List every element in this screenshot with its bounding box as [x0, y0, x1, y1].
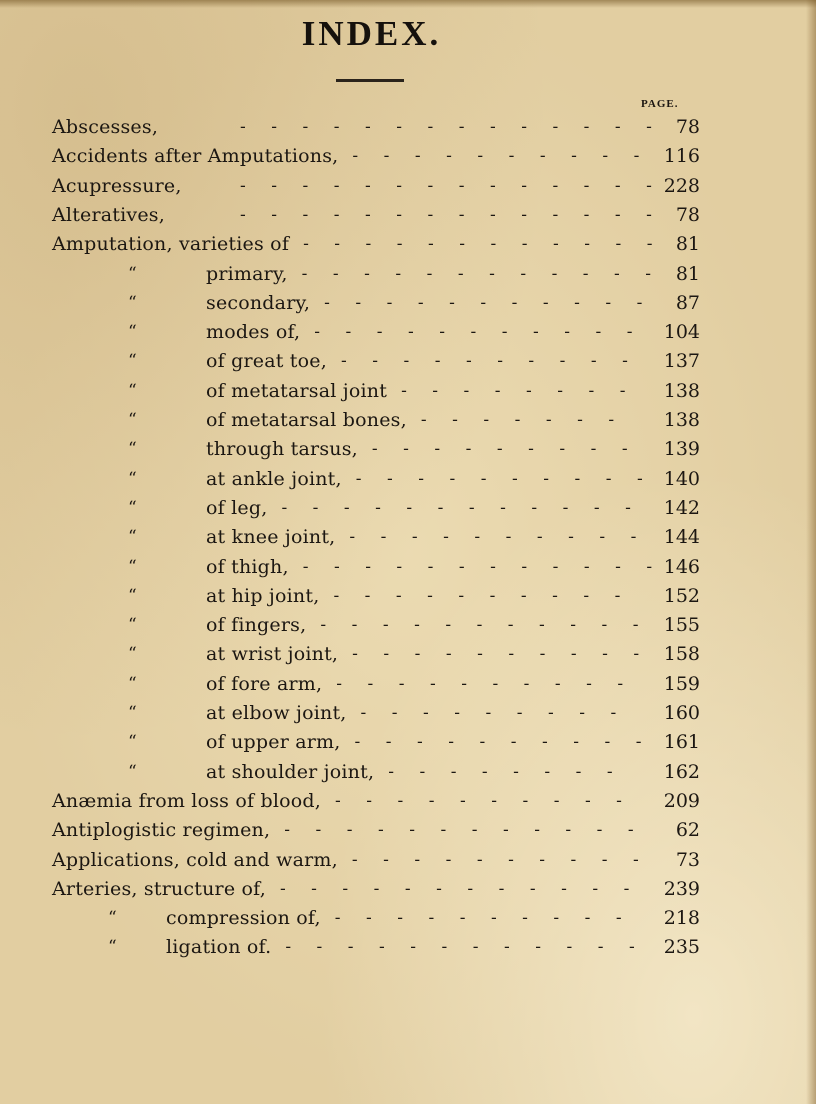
entry-page-number: 142 [663, 496, 700, 519]
index-entry [0, 640, 816, 669]
index-entry [0, 728, 816, 757]
entry-label: through tarsus, [206, 438, 358, 461]
dash-leader: - - - - - - - - - [371, 439, 628, 460]
dash-leader: - - - - - - - [420, 410, 615, 430]
entry-page-number: 139 [663, 438, 700, 461]
entry-page-number: 140 [663, 467, 700, 490]
entry-page-number: 159 [663, 672, 700, 695]
dash-leader: - - - - - - - - - - [333, 585, 621, 606]
index-entry [0, 611, 816, 640]
ditto-mark: “ [128, 351, 137, 372]
index-entry [0, 816, 816, 845]
index-entry [0, 670, 816, 699]
entry-label: ligation of. [166, 936, 272, 959]
entry-label: at knee joint, [206, 526, 336, 549]
entry-page-number: 137 [663, 350, 700, 373]
index-entry [0, 758, 816, 787]
dash-leader: - - - - - - - - - - [354, 732, 642, 753]
entry-page-number: 162 [663, 760, 700, 783]
dash-leader: - - - - - - - - - - - - [284, 820, 634, 841]
entry-page-number: 73 [675, 848, 700, 871]
entry-label: of great toe, [206, 350, 327, 373]
dash-leader: - - - - - - - - - - [355, 468, 643, 489]
entry-page-number: 228 [663, 174, 700, 197]
entry-page-number: 209 [663, 789, 700, 812]
index-entry [0, 260, 816, 289]
index-entry [0, 347, 816, 376]
ditto-mark: “ [128, 497, 137, 518]
entry-label: of upper arm, [206, 731, 341, 754]
entry-label: Abscesses, [52, 116, 159, 138]
index-entry [0, 523, 816, 552]
entry-label: Accidents after Amputations, [52, 145, 339, 168]
dash-leader: - - - - - - - - - - [352, 644, 640, 665]
index-entry [0, 494, 816, 523]
index-entry [0, 875, 816, 904]
ditto-mark: “ [128, 263, 137, 284]
entry-page-number: 81 [675, 233, 700, 256]
index-entry [0, 787, 816, 816]
dash-leader: - - - - - - - - - - - - [279, 878, 630, 899]
title-rule [336, 79, 404, 82]
index-entry [0, 377, 816, 406]
index-entry [0, 699, 816, 728]
entry-page-number: 87 [675, 291, 700, 314]
entry-label: modes of, [206, 321, 301, 344]
entry-label: Arteries, structure of, [52, 877, 266, 900]
entry-label: Applications, cold and warm, [52, 848, 338, 871]
entry-label: at ankle joint, [206, 467, 342, 490]
index-entry [0, 435, 816, 464]
dash-leader: - - - - - - - - - - [349, 527, 637, 548]
entry-page-number: 146 [663, 555, 700, 578]
entry-label: of leg, [206, 496, 268, 519]
index-entry [0, 904, 816, 933]
index-entry [0, 142, 816, 171]
entry-page-number: 138 [663, 409, 700, 431]
dash-leader: - - - - - - - - - - - - [303, 234, 653, 255]
dash-leader: - - - - - - - - - - - - [281, 497, 631, 518]
dash-leader: - - - - - - - - - - - - [302, 556, 653, 577]
ditto-mark: “ [108, 937, 117, 958]
index-entry [0, 172, 816, 201]
dash-leader: - - - - - - - - - - [352, 146, 640, 167]
entry-page-number: 104 [663, 321, 700, 344]
entry-label: Anæmia from loss of blood, [52, 789, 321, 812]
ditto-mark: “ [108, 908, 117, 929]
entry-label: primary, [206, 262, 288, 285]
page-title: INDEX. [301, 14, 442, 53]
index-entry [0, 289, 816, 318]
entry-page-number: 144 [663, 526, 700, 549]
entry-label: secondary, [206, 291, 311, 314]
entry-page-number: 138 [663, 379, 700, 402]
entry-page-number: 81 [675, 262, 700, 285]
entry-label: of fore arm, [206, 672, 323, 695]
entry-page-number: 160 [663, 702, 700, 724]
index-entry [0, 933, 816, 962]
entry-label: Acupressure, [52, 174, 182, 197]
entry-page-number: 78 [675, 203, 700, 226]
index-entry [0, 406, 816, 435]
entry-page-number: 62 [675, 819, 700, 842]
entry-label: Amputation, varieties of [52, 233, 290, 256]
entry-label: of fingers, [206, 614, 307, 637]
dash-leader: - - - - - - - - [401, 380, 626, 401]
entry-page-number: 239 [663, 877, 700, 900]
dash-leader: - - - - - - - - - - - - - - [240, 175, 652, 196]
ditto-mark: “ [128, 615, 137, 636]
entry-page-number: 158 [663, 643, 700, 666]
dash-leader: - - - - - - - - - - - - [285, 937, 635, 958]
ditto-mark: “ [128, 292, 137, 313]
index-entry [0, 582, 816, 611]
dash-leader: - - - - - - - - - - - [314, 322, 633, 343]
index-entry [0, 553, 816, 582]
entry-page-number: 155 [663, 614, 700, 637]
ditto-mark: “ [128, 703, 137, 723]
entry-page-number: 235 [663, 936, 700, 959]
ditto-mark: “ [128, 732, 137, 753]
ditto-mark: “ [128, 410, 137, 430]
entry-page-number: 218 [663, 907, 700, 930]
page-column-header: PAGE. [641, 98, 679, 110]
entry-page-number: 161 [663, 731, 700, 754]
dash-leader: - - - - - - - - - - [334, 790, 622, 811]
entry-label: Alteratives, [52, 203, 165, 226]
dash-leader: - - - - - - - - - - - [320, 615, 639, 636]
dash-leader: - - - - - - - - - - [340, 351, 628, 372]
ditto-mark: “ [128, 322, 137, 343]
ditto-mark: “ [128, 468, 137, 489]
dash-leader: - - - - - - - - - - - - - - [240, 204, 652, 225]
index-entry [0, 465, 816, 494]
index-entry [0, 230, 816, 259]
entry-label: at hip joint, [206, 584, 320, 607]
index-entry [0, 201, 816, 230]
ditto-mark: “ [128, 439, 137, 460]
entry-label: compression of, [166, 907, 321, 930]
entry-label: of thigh, [206, 555, 289, 578]
dash-leader: - - - - - - - - - - - - - - [240, 117, 652, 137]
dash-leader: - - - - - - - - - [360, 703, 617, 723]
entry-page-number: 152 [663, 584, 700, 607]
entry-label: Antiplogistic regimen, [52, 819, 271, 842]
ditto-mark: “ [128, 556, 137, 577]
ditto-mark: “ [128, 585, 137, 606]
entry-label: at wrist joint, [206, 643, 339, 666]
ditto-mark: “ [128, 673, 137, 694]
entry-label: at shoulder joint, [206, 760, 375, 783]
dash-leader: - - - - - - - - - - [334, 908, 622, 929]
dash-leader: - - - - - - - - [388, 761, 613, 782]
dash-leader: - - - - - - - - - - - [324, 292, 643, 313]
dash-leader: - - - - - - - - - - [351, 849, 639, 870]
dash-leader: - - - - - - - - - - [336, 673, 624, 694]
entry-label: of metatarsal bones, [206, 409, 407, 431]
index-entry [0, 113, 816, 142]
index-entry [0, 846, 816, 875]
entry-page-number: 78 [675, 116, 700, 138]
page-edge-shadow [0, 0, 816, 8]
entry-label: at elbow joint, [206, 702, 347, 724]
entry-page-number: 116 [663, 145, 700, 168]
ditto-mark: “ [128, 761, 137, 782]
dash-leader: - - - - - - - - - - - - [301, 263, 652, 284]
ditto-mark: “ [128, 644, 137, 665]
index-entry [0, 318, 816, 347]
ditto-mark: “ [128, 380, 137, 401]
entry-label: of metatarsal joint [206, 379, 388, 402]
ditto-mark: “ [128, 527, 137, 548]
